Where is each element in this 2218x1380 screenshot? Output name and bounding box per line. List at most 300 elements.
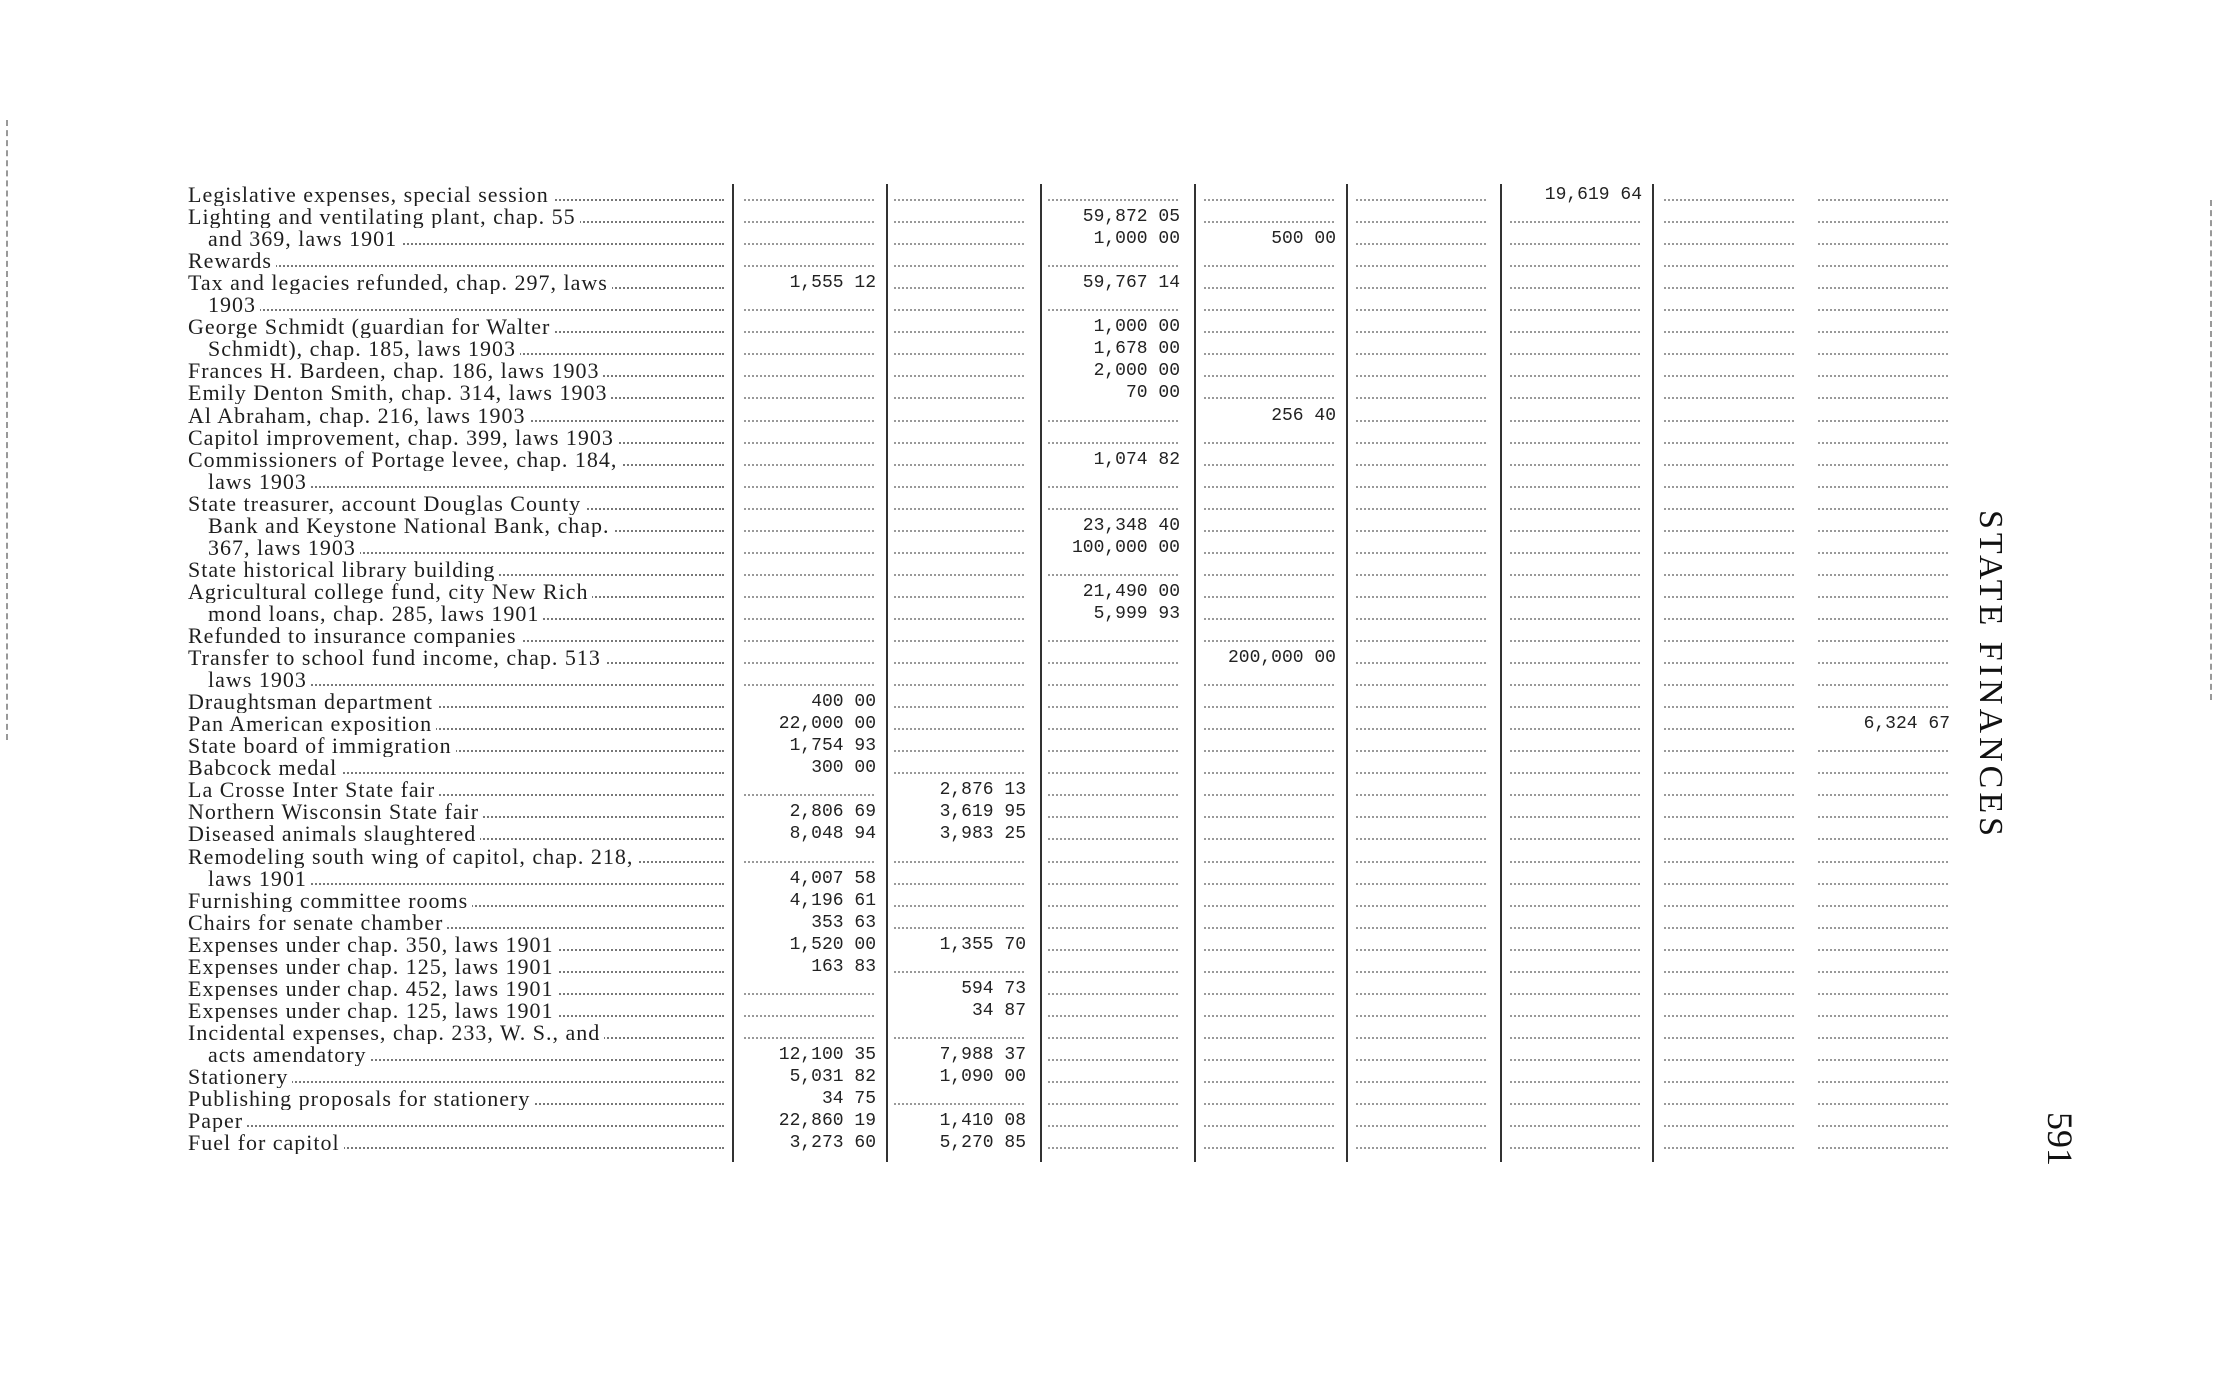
amount-cell [1040,956,1190,978]
amount-cell [1348,669,1498,691]
amount-cell [1810,978,1960,1000]
amount-cell [1810,1022,1960,1044]
amount-cell [1196,868,1346,890]
amount-cell [1656,603,1806,625]
amount-cell [1040,823,1190,845]
table-row [0,559,2000,581]
amount-cell: 23,348 40 [1082,515,1180,536]
row-label [208,338,724,360]
amount-cell [1656,669,1806,691]
amount-cell [1196,272,1346,294]
row-label-text: Pan American exposition [188,713,436,735]
amount-cell [886,868,1036,890]
amount-cell [1656,934,1806,956]
row-label-text: Tax and legacies refunded, chap. 297, laws [188,272,612,294]
amount-cell [1348,1022,1498,1044]
row-label-text: Incidental expenses, chap. 233, W. S., and [188,1022,604,1044]
row-label-text: Agricultural college fund, city New Rich [188,581,592,603]
amount-cell [1348,1110,1498,1132]
amount-cell [1196,338,1346,360]
amount-cell: 1,355 70 [939,934,1026,955]
amount-cell [1502,603,1652,625]
amount-cell [1810,647,1960,669]
amount-cell [736,206,886,228]
row-label-text: Expenses under chap. 350, laws 1901 [188,934,558,956]
amount-cell [1656,493,1806,515]
amount-cell [736,382,886,404]
amount-cell: 34 75 [821,1089,876,1110]
amount-cell [1196,890,1346,912]
row-label-text: Commissioners of Portage levee, chap. 184, [188,449,621,471]
amount-cell [1502,1132,1652,1154]
amount-cell [886,647,1036,669]
amount-cell [1348,228,1498,250]
amount-cell [1502,360,1652,382]
amount-cell: 59,872 05 [1082,207,1180,228]
table-row [0,934,2000,956]
amount-cell: 1,678 00 [1093,339,1180,360]
amount-cell [1196,669,1346,691]
row-label [188,250,724,272]
amount-cell [1810,846,1960,868]
amount-cell [1196,427,1346,449]
amount-cell [886,713,1036,735]
amount-cell [1348,890,1498,912]
page-number: 591 [2040,1112,2080,1166]
leader-dots [208,309,724,311]
amount-cell [1810,228,1960,250]
amount-cell [1196,956,1346,978]
amount-cell [1810,338,1960,360]
amount-cell [1196,1000,1346,1022]
amount-cell [736,316,886,338]
amount-cell: 7,988 37 [939,1044,1026,1065]
amount-cell: 22,860 19 [778,1111,876,1132]
amount-cell [1502,1022,1652,1044]
amount-cell [1810,868,1960,890]
table-row [0,691,2000,713]
amount-cell [1348,823,1498,845]
amount-cell [1348,603,1498,625]
row-label-text: 367, laws 1903 [208,537,360,559]
amount-cell [1502,405,1652,427]
amount-cell [1196,493,1346,515]
amount-cell [886,757,1036,779]
amount-cell [1040,868,1190,890]
amount-cell [736,427,886,449]
row-label-text: Babcock medal [188,757,341,779]
amount-cell [1502,471,1652,493]
amount-cell [1348,427,1498,449]
amount-cell [1810,934,1960,956]
amount-cell: 3,619 95 [939,802,1026,823]
amount-cell: 2,876 13 [939,780,1026,801]
amount-cell [1196,1066,1346,1088]
row-label-text: Stationery [188,1066,292,1088]
row-label-text: Paper [188,1110,247,1132]
amount-cell [1810,1044,1960,1066]
amount-cell [1810,1132,1960,1154]
amount-cell [1040,691,1190,713]
table-row [0,890,2000,912]
amount-cell: 1,090 00 [939,1067,1026,1087]
amount-cell: 163 83 [811,956,876,977]
amount-cell [1348,206,1498,228]
table-row [0,184,2000,206]
amount-cell [1810,890,1960,912]
row-label-text: laws 1903 [208,471,311,493]
amount-cell [1810,801,1960,823]
amount-cell [1196,250,1346,272]
table-row [0,1044,2000,1066]
amount-cell [1502,978,1652,1000]
amount-cell [886,735,1036,757]
amount-cell [1656,956,1806,978]
amount-cell [1196,779,1346,801]
amount-cell [1810,360,1960,382]
amount-cell [1502,647,1652,669]
amount-cell [736,647,886,669]
amount-cell [1656,581,1806,603]
amount-cell [1810,1110,1960,1132]
leader-dots [188,1125,724,1127]
table-row [0,647,2000,669]
amount-cell [1196,691,1346,713]
row-label [188,625,724,647]
amount-cell [1810,515,1960,537]
amount-cell [886,912,1036,934]
amount-cell [736,184,886,206]
amount-cell [1348,846,1498,868]
amount-cell [1810,537,1960,559]
table-row [0,382,2000,404]
row-label [208,228,724,250]
row-label-text: La Crosse Inter State fair [188,779,439,801]
amount-cell [1656,449,1806,471]
amount-cell [1810,1088,1960,1110]
amount-cell [1502,1066,1652,1088]
amount-cell [1656,405,1806,427]
table-row [0,868,2000,890]
amount-cell [886,294,1036,316]
amount-cell [1810,471,1960,493]
amount-cell [886,559,1036,581]
amount-cell [1348,316,1498,338]
amount-cell [1348,1066,1498,1088]
amount-cell [1656,912,1806,934]
amount-cell [736,294,886,316]
amount-cell [1656,890,1806,912]
table-row [0,316,2000,338]
amount-cell [1810,427,1960,449]
amount-cell [886,669,1036,691]
amount-cell [886,272,1036,294]
amount-cell [736,779,886,801]
amount-cell [1656,625,1806,647]
row-label-text: laws 1901 [208,868,311,890]
amount-cell [1196,934,1346,956]
row-label-text: Publishing proposals for stationery [188,1088,534,1110]
row-label-text: Expenses under chap. 125, laws 1901 [188,956,558,978]
row-label [208,294,724,316]
amount-cell [1502,206,1652,228]
row-label-text: Transfer to school fund income, chap. 513 [188,647,605,669]
row-label [188,1132,724,1154]
row-label-text: Capitol improvement, chap. 399, laws 1903 [188,427,618,449]
amount-cell [736,1022,886,1044]
row-label-text: State board of immigration [188,735,456,757]
section-title: STATE FINANCES [1972,510,2009,841]
amount-cell [1348,978,1498,1000]
row-label-text: Chairs for senate chamber [188,912,447,934]
amount-cell [736,250,886,272]
amount-cell [1348,713,1498,735]
amount-cell [1656,1110,1806,1132]
amount-cell: 22,000 00 [778,714,876,735]
amount-cell: 1,754 93 [789,736,876,757]
amount-cell [1656,1000,1806,1022]
row-label [188,449,724,471]
amount-cell [1502,735,1652,757]
amount-cell [1348,515,1498,537]
amount-cell [886,449,1036,471]
amount-cell [886,184,1036,206]
row-label [208,537,724,559]
amount-cell [1810,956,1960,978]
amount-cell: 5,270 85 [939,1133,1026,1154]
amount-cell [1196,735,1346,757]
amount-cell [736,625,886,647]
amount-cell [1656,757,1806,779]
amount-cell [1196,316,1346,338]
table-row [0,206,2000,228]
row-label [188,316,724,338]
amount-cell [1502,757,1652,779]
row-label [188,427,724,449]
amount-cell [1502,846,1652,868]
amount-cell [1656,801,1806,823]
row-label-text: Rewards [188,250,276,272]
amount-cell [1348,382,1498,404]
row-label [208,471,724,493]
row-label-text: Draughtsman department [188,691,437,713]
amount-cell [1810,294,1960,316]
amount-cell [1040,912,1190,934]
amount-cell [1040,890,1190,912]
row-label [188,559,724,581]
amount-cell [736,471,886,493]
row-label [188,978,724,1000]
amount-cell [1040,625,1190,647]
table-row [0,449,2000,471]
row-label [188,405,724,427]
amount-cell [1040,735,1190,757]
amount-cell [1502,912,1652,934]
amount-cell: 19,619 64 [1544,185,1642,205]
amount-cell: 594 73 [961,978,1026,999]
amount-cell [1656,537,1806,559]
amount-cell [1196,581,1346,603]
table-row [0,581,2000,603]
amount-cell [1810,757,1960,779]
amount-cell [1196,846,1346,868]
amount-cell [1348,360,1498,382]
amount-cell [1348,449,1498,471]
amount-cell [736,405,886,427]
amount-cell: 500 00 [1271,229,1336,250]
row-label [188,691,724,713]
amount-cell [1810,779,1960,801]
row-label [208,1044,724,1066]
amount-cell [1502,1044,1652,1066]
amount-cell [1348,647,1498,669]
table-row [0,1066,2000,1088]
amount-cell [1502,316,1652,338]
amount-cell: 34 87 [971,1000,1026,1021]
amount-cell [1348,691,1498,713]
amount-cell [886,956,1036,978]
table-row [0,537,2000,559]
table-row [0,1022,2000,1044]
amount-cell [1196,625,1346,647]
amount-cell [1656,515,1806,537]
amount-cell [1196,382,1346,404]
amount-cell [1040,757,1190,779]
amount-cell [886,360,1036,382]
amount-cell [1502,1088,1652,1110]
row-label [188,823,724,845]
row-label [188,934,724,956]
table-row [0,1132,2000,1154]
row-label-text: Al Abraham, chap. 216, laws 1903 [188,405,530,427]
amount-cell [1040,934,1190,956]
amount-cell [1040,801,1190,823]
amount-cell: 100,000 00 [1071,537,1180,558]
amount-cell: 1,000 00 [1093,317,1180,338]
amount-cell [1810,382,1960,404]
amount-cell [1348,757,1498,779]
amount-cell [1196,1022,1346,1044]
amount-cell [1656,647,1806,669]
amount-cell: 300 00 [811,758,876,779]
amount-cell [1810,206,1960,228]
amount-cell [1348,1044,1498,1066]
row-label [188,1066,724,1088]
amount-cell [1810,493,1960,515]
amount-cell [1348,934,1498,956]
row-label-text: acts amendatory [208,1044,371,1066]
table-row [0,427,2000,449]
amount-cell [1196,823,1346,845]
amount-cell [1196,1088,1346,1110]
amount-cell [1040,294,1190,316]
amount-cell [1348,294,1498,316]
row-label-text: State historical library building [188,559,499,581]
amount-cell: 21,490 00 [1082,581,1180,602]
row-label [188,779,724,801]
amount-cell [1196,559,1346,581]
amount-cell [1656,559,1806,581]
amount-cell [1656,1088,1806,1110]
amount-cell [1348,184,1498,206]
table-row [0,912,2000,934]
amount-cell: 3,983 25 [939,824,1026,845]
amount-cell [1656,735,1806,757]
amount-cell [1502,272,1652,294]
row-label [208,515,724,537]
amount-cell [1196,603,1346,625]
amount-cell [1656,184,1806,206]
amount-cell [1040,250,1190,272]
amount-cell [1810,272,1960,294]
table-row [0,625,2000,647]
amount-cell [886,405,1036,427]
amount-cell [1196,206,1346,228]
amount-cell [886,603,1036,625]
amount-cell [1040,669,1190,691]
row-label [188,713,724,735]
row-label [188,493,724,515]
amount-cell [1810,823,1960,845]
amount-cell: 59,767 14 [1082,273,1180,294]
amount-cell [1040,1066,1190,1088]
table-row [0,603,2000,625]
amount-cell [886,427,1036,449]
amount-cell [886,382,1036,404]
amount-cell: 256 40 [1271,405,1336,426]
amount-cell [1040,846,1190,868]
table-row [0,823,2000,845]
amount-cell: 5,031 82 [789,1067,876,1087]
row-label [188,956,724,978]
row-label [208,603,724,625]
row-label-text: 1903 [208,294,260,316]
amount-cell [1348,581,1498,603]
amount-cell [1810,1000,1960,1022]
amount-cell [1196,801,1346,823]
row-label [188,184,724,206]
table-row [0,1110,2000,1132]
amount-cell: 2,000 00 [1093,361,1180,382]
amount-cell [886,846,1036,868]
amount-cell [1502,228,1652,250]
amount-cell: 1,410 08 [939,1111,1026,1132]
amount-cell [1348,779,1498,801]
row-label-text: Schmidt), chap. 185, laws 1903 [208,338,520,360]
amount-cell [1196,537,1346,559]
amount-cell [886,625,1036,647]
row-label [188,1088,724,1110]
row-label [188,912,724,934]
table-row [0,250,2000,272]
amount-cell [1348,272,1498,294]
row-label [188,272,724,294]
amount-cell [886,471,1036,493]
amount-cell [1656,1044,1806,1066]
row-label [188,647,724,669]
amount-cell [1656,1132,1806,1154]
amount-cell: 1,074 82 [1093,449,1180,470]
amount-cell [1040,1044,1190,1066]
amount-cell: 8,048 94 [789,824,876,845]
table-row [0,735,2000,757]
table-row [0,360,2000,382]
amount-cell [1656,272,1806,294]
row-label-text: Legislative expenses, special session [188,184,553,206]
amount-cell [886,890,1036,912]
amount-cell [1040,1132,1190,1154]
amount-cell [1656,823,1806,845]
